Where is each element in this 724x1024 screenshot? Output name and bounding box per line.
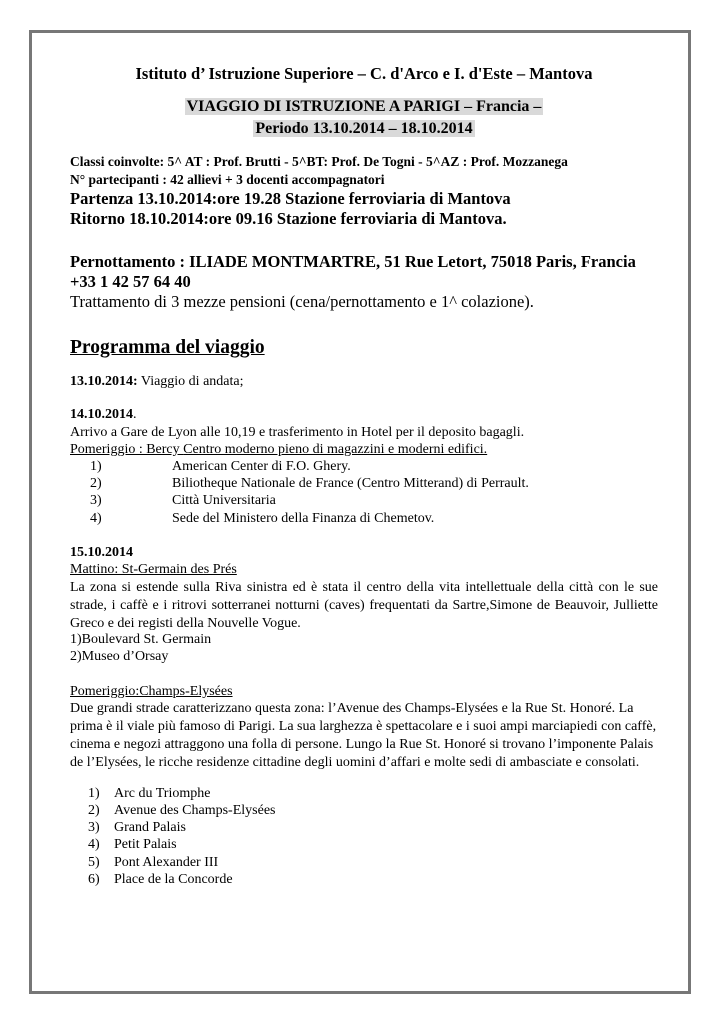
list-item-number: 2): [88, 803, 100, 818]
return-line: Ritorno 18.10.2014:ore 09.16 Stazione ferroviaria di Mantova.: [70, 209, 507, 228]
departure-line: Partenza 13.10.2014:ore 19.28 Stazione ferroviaria di Mantova: [70, 189, 511, 208]
list-item: American Center di F.O. Ghery.: [172, 459, 351, 474]
classes-line: Classi coinvolte: 5^ AT : Prof. Brutti - 5^BT: Prof. De Togni - 5^AZ : Prof. Mozzanega: [70, 154, 568, 169]
list-item: Place de la Concorde: [114, 872, 233, 887]
list-item: Arc du Triomphe: [114, 786, 211, 801]
list-item: Museo d’Orsay: [81, 649, 169, 664]
day2-afternoon-desc: Centro moderno pieno di magazzini e moderni edifici.: [183, 442, 488, 457]
list-item-number: 4): [90, 511, 102, 526]
day3-morning-text: La zona si estende sulla Riva sinistra ed è stata il centro della vita intellettuale della città con le sue strade, i caffè e i ritrovi sotterranei notturni (caves) frequentati da Sartre,Simone de Beauvoir, Julliette Greco e dei registi della Nouvelle Vogue.: [70, 580, 658, 631]
list-item-number: 5): [88, 855, 100, 870]
list-item-number: 3): [90, 493, 102, 508]
trip-title: [70, 98, 658, 116]
day3-morning-label: Mattino: St-Germain des Prés: [70, 562, 237, 577]
trip-title-line2: Periodo 13.10.2014 – 18.10.2014: [255, 120, 473, 137]
day3-morning-item: [70, 649, 168, 665]
lodging-line: Pernottamento : ILIADE MONTMARTRE, 51 Rue Letort, 75018 Paris, Francia: [70, 252, 636, 271]
list-item: Avenue des Champs-Elysées: [114, 803, 276, 818]
list-item-number: 3): [88, 820, 100, 835]
list-item: Grand Palais: [114, 820, 186, 835]
school-name: Istituto d’ Istruzione Superiore – C. d'Arco e I. d'Este – Mantova: [135, 64, 593, 83]
list-item: Città Universitaria: [172, 493, 276, 508]
trip-period: [70, 120, 658, 138]
list-item-number: 2): [70, 649, 82, 664]
day2-arrival: Arrivo a Gare de Lyon alle 10,19 e trasferimento in Hotel per il deposito bagagli.: [70, 425, 525, 440]
day2-date-line: [70, 407, 137, 423]
list-item-number: 1): [88, 786, 100, 801]
day1-text: Viaggio di andata;: [137, 374, 244, 389]
day2-afternoon-label: Pomeriggio : Bercy: [70, 442, 184, 457]
day3-afternoon-text: Due grandi strade caratterizzano questa zona: l’Avenue des Champs-Elysées e la Rue St. Honoré. La prima è il viale più famoso di Parigi. La sua larghezza è spettacolare e i suoi ampi marciapiedi con caffè, cinema e negozi attraggono una folla di persone. Lungo la Rue St. Honoré si trovano l’imponente Palais de l’Elysées, le ricche residenze cittadine degli uomini d’affari e molte sedi di ambasciate e consolati.: [70, 701, 657, 770]
list-item-number: 2): [90, 476, 102, 491]
list-item-number: 4): [88, 837, 100, 852]
day2-date: 14.10.2014: [70, 407, 133, 422]
day1-date: 13.10.2014:: [70, 374, 138, 389]
list-item: Pont Alexander III: [114, 855, 219, 870]
day3-date: 15.10.2014: [70, 545, 133, 560]
list-item: Sede del Ministero della Finanza di Chemetov.: [172, 511, 435, 526]
list-item-number: 1): [70, 632, 82, 647]
day2-date-suffix: .: [133, 407, 137, 422]
list-item-number: 6): [88, 872, 100, 887]
day2-afternoon: [70, 442, 487, 458]
board-treatment: Trattamento di 3 mezze pensioni (cena/pernottamento e 1^ colazione).: [70, 292, 534, 311]
list-item: Boulevard St. Germain: [81, 632, 212, 647]
list-item: Petit Palais: [114, 837, 177, 852]
list-item: Biliotheque Nationale de France (Centro Mitterand) di Perrault.: [172, 476, 529, 491]
lodging-phone: +33 1 42 57 64 40: [70, 272, 191, 291]
day1-line: [70, 374, 244, 390]
trip-title-line1: VIAGGIO DI ISTRUZIONE A PARIGI – Francia –: [186, 98, 542, 115]
list-item-number: 1): [90, 459, 102, 474]
day3-morning-item: [70, 632, 211, 648]
participants-line: N° partecipanti : 42 allievi + 3 docenti accompagnatori: [70, 172, 385, 187]
day3-afternoon-label: Pomeriggio:Champs-Elysées: [70, 684, 233, 699]
program-heading: Programma del viaggio: [70, 337, 265, 358]
